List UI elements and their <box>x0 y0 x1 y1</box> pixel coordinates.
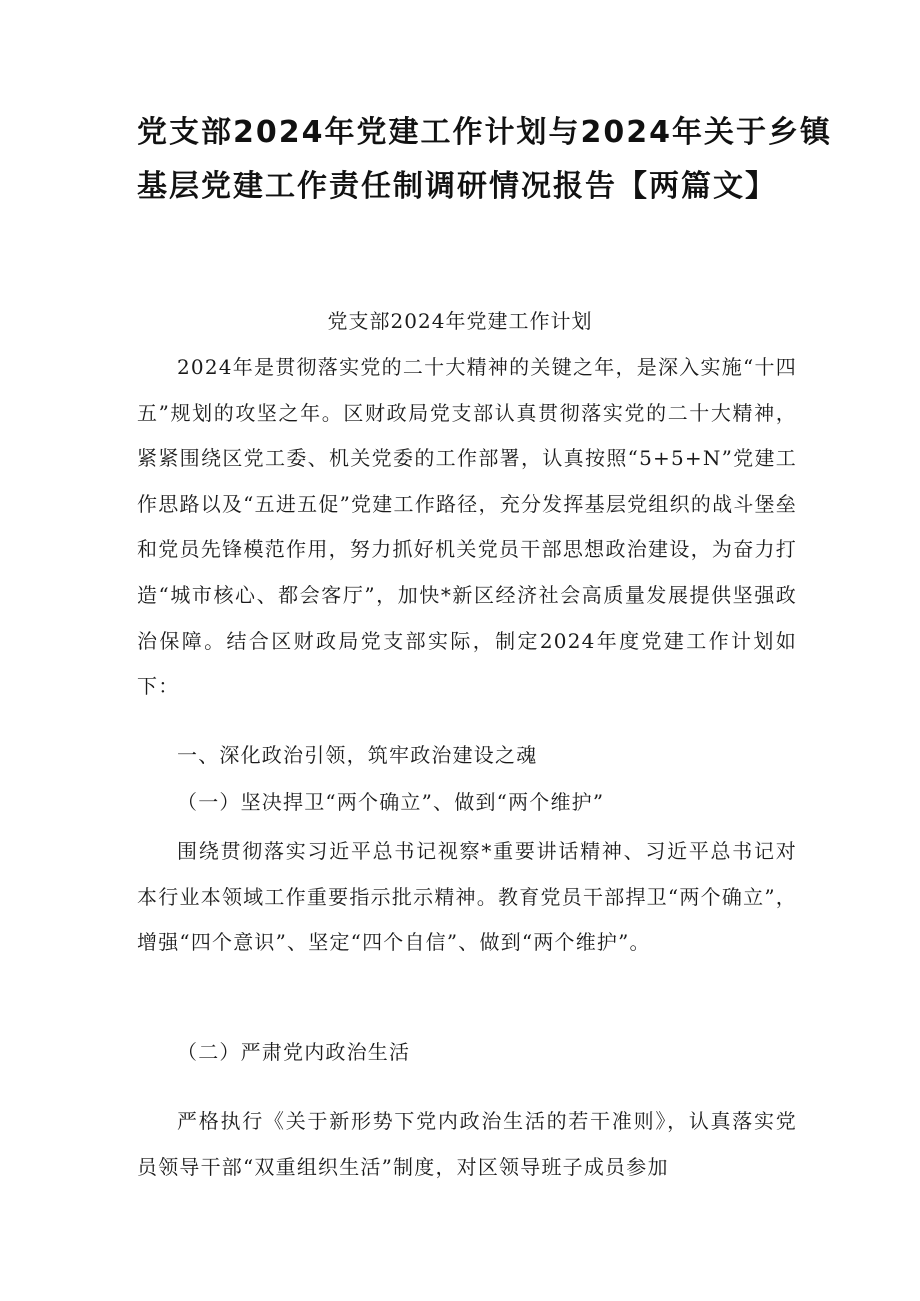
heading-level-1: 一、深化政治引领，筑牢政治建设之魂 <box>177 743 538 767</box>
heading-level-2-second: （二）严肃党内政治生活 <box>177 1040 411 1064</box>
heading-level-2-first: （一）坚决捍卫“两个确立”、做到“两个维护” <box>177 790 605 814</box>
body-paragraph-first: 围绕贯彻落实习近平总书记视察*重要讲话精神、习近平总书记对本行业本领域工作重要指示批示精神。教育党员干部捍卫“两个确立”，增强“四个意识”、坚定“四个自信”、做到“两个维护”。 <box>137 839 797 955</box>
intro-paragraph: 2024年是贯彻落实党的二十大精神的关键之年，是深入实施“十四五”规划的攻坚之年。区财政局党支部认真贯彻落实党的二十大精神，紧紧围绕区党工委、机关党委的工作部署，认真按照“5+5+N”党建工作思路以及“五进五促”党建工作路径，充分发挥基层党组织的战斗堡垒和党员先锋模范作用，努力抓好机关党员干部思想政治建设，为奋力打造“城市核心、都会客厅”，加快*新区经济社会高质量发展提供坚强政治保障。结合区财政局党支部实际，制定2024年度党建工作计划如下： <box>137 355 797 699</box>
section-title: 党支部2024年党建工作计划 <box>327 309 593 333</box>
document-title: 党支部2024年党建工作计划与2024年关于乡镇基层党建工作责任制调研情况报告【两篇文】 <box>137 115 832 204</box>
body-paragraph-second: 严格执行《关于新形势下党内政治生活的若干准则》，认真落实党员领导干部“双重组织生活”制度，对区领导班子成员参加 <box>137 1109 797 1179</box>
